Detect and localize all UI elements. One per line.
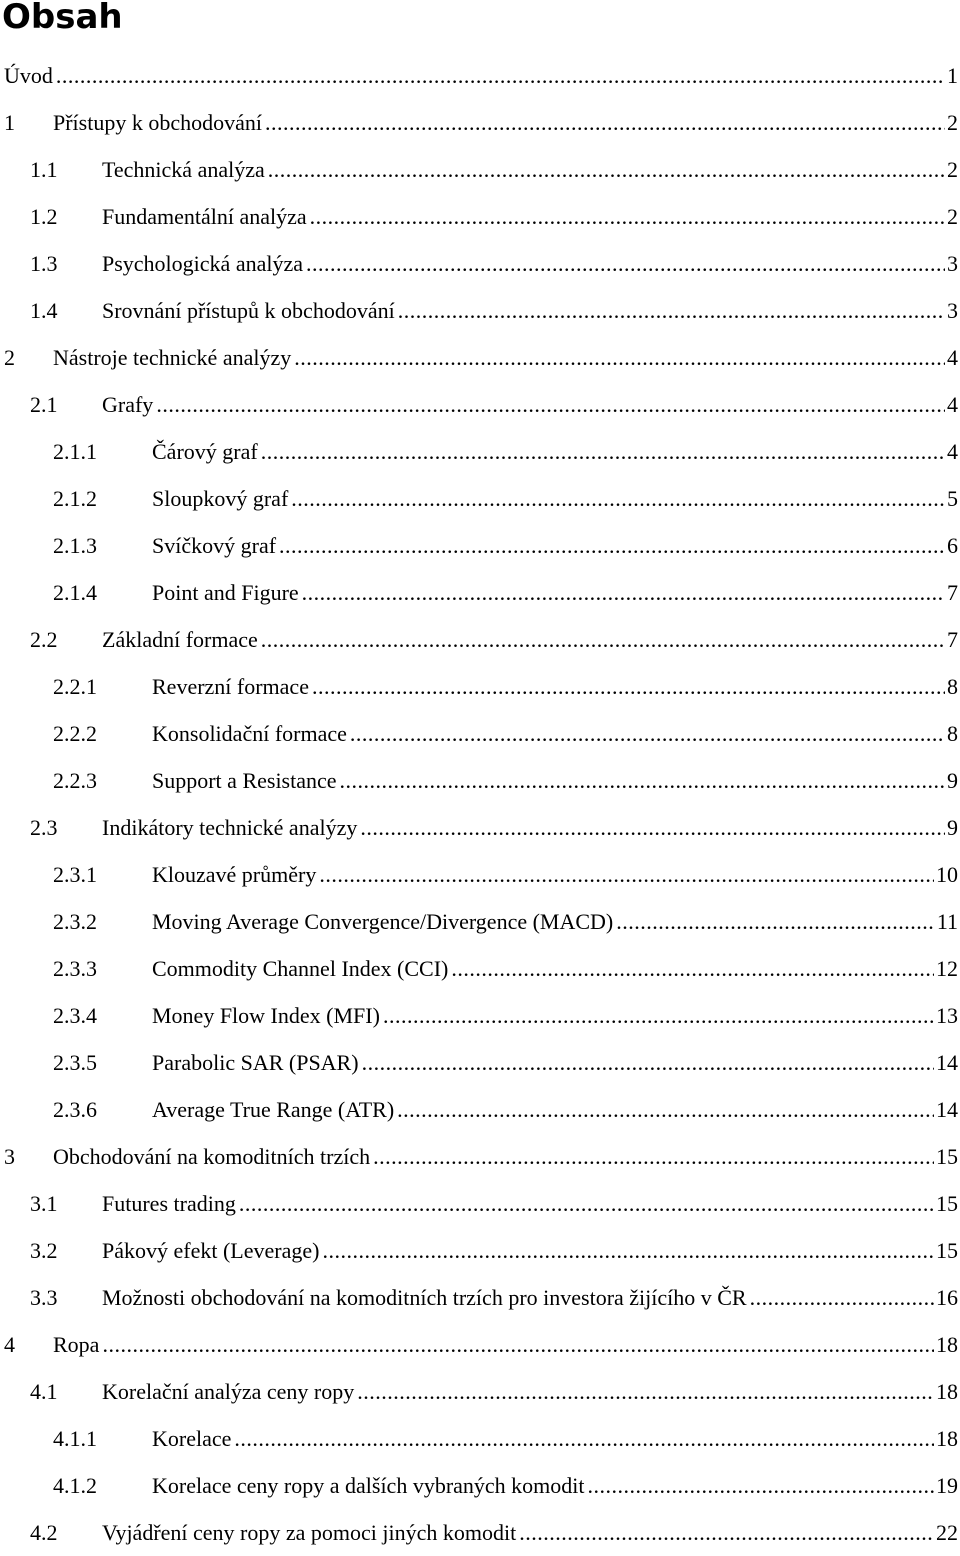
toc-entry-number: 2.3.2 <box>53 909 97 934</box>
toc-entry[interactable] <box>0 898 960 945</box>
toc-dot-leader <box>234 1415 934 1462</box>
toc-entry[interactable] <box>0 146 960 193</box>
toc-entry-number: 4.1.2 <box>53 1473 97 1498</box>
toc-entry-page: 9 <box>947 768 958 793</box>
toc-entry[interactable] <box>0 1227 960 1274</box>
toc-entry-number: 2.2 <box>30 627 58 652</box>
toc-entry[interactable] <box>0 569 960 616</box>
toc-entry-title[interactable]: Svíčkový graf <box>152 533 277 558</box>
toc-entry[interactable] <box>0 1509 960 1556</box>
toc-entry[interactable] <box>0 1462 960 1509</box>
toc-entry-number: 2.3.3 <box>53 956 97 981</box>
toc-dot-leader <box>261 616 945 663</box>
toc-entry-title[interactable]: Korelace ceny ropy a dalších vybraných komodit <box>152 1473 585 1498</box>
toc-dot-leader <box>265 99 945 146</box>
toc-dot-leader <box>279 522 945 569</box>
toc-entry-title[interactable]: Moving Average Convergence/Divergence (MACD) <box>152 909 614 934</box>
toc-entry-page: 19 <box>936 1473 958 1498</box>
toc-entry-number: 2.3.4 <box>53 1003 97 1028</box>
toc-entry-page: 1 <box>947 63 958 88</box>
toc-entry[interactable] <box>0 1321 960 1368</box>
toc-entry-number: 2 <box>4 345 15 370</box>
toc-entry-title[interactable]: Úvod <box>4 63 53 88</box>
toc-entry-number: 2.3.6 <box>53 1097 97 1122</box>
toc-dot-leader <box>519 1509 934 1556</box>
toc-entry-number: 2.3.1 <box>53 862 97 887</box>
table-of-contents <box>0 52 960 1556</box>
toc-entry-title[interactable]: Ropa <box>53 1332 100 1357</box>
toc-entry-number: 4.1 <box>30 1379 58 1404</box>
toc-dot-leader <box>616 898 935 945</box>
toc-entry-title[interactable]: Klouzavé průměry <box>152 862 317 887</box>
toc-entry-page: 15 <box>936 1144 958 1169</box>
toc-entry-page: 10 <box>936 862 958 887</box>
toc-entry-page: 3 <box>947 251 958 276</box>
toc-dot-leader <box>261 428 945 475</box>
toc-entry-page: 9 <box>947 815 958 840</box>
toc-entry-title[interactable]: Indikátory technické analýzy <box>102 815 358 840</box>
toc-dot-leader <box>357 1368 934 1415</box>
toc-entry-title[interactable]: Grafy <box>102 392 154 417</box>
toc-entry-page: 8 <box>947 721 958 746</box>
toc-entry-page: 2 <box>947 157 958 182</box>
toc-entry-number: 4 <box>4 1332 15 1357</box>
toc-entry-number: 1.1 <box>30 157 58 182</box>
toc-dot-leader <box>340 757 945 804</box>
toc-entry-title[interactable]: Korelace <box>152 1426 232 1451</box>
toc-entry-page: 4 <box>947 345 958 370</box>
toc-entry-title[interactable]: Srovnání přístupů k obchodování <box>102 298 395 323</box>
toc-dot-leader <box>294 334 945 381</box>
toc-dot-leader <box>397 1086 934 1133</box>
toc-dot-leader <box>319 851 934 898</box>
toc-entry-number: 2.2.3 <box>53 768 97 793</box>
toc-entry[interactable] <box>0 1274 960 1321</box>
toc-entry-number: 1.2 <box>30 204 58 229</box>
toc-entry-number: 4.1.1 <box>53 1426 97 1451</box>
toc-entry-title[interactable]: Základní formace <box>102 627 258 652</box>
toc-entry[interactable] <box>0 428 960 475</box>
toc-entry-number: 1.4 <box>30 298 58 323</box>
toc-dot-leader <box>362 1039 934 1086</box>
toc-entry-number: 2.3.5 <box>53 1050 97 1075</box>
toc-dot-leader <box>306 240 945 287</box>
toc-dot-leader <box>383 992 934 1039</box>
toc-entry-title[interactable]: Korelační analýza ceny ropy <box>102 1379 355 1404</box>
toc-entry-number: 1.3 <box>30 251 58 276</box>
toc-entry-page: 7 <box>947 627 958 652</box>
toc-entry-page: 22 <box>936 1520 958 1545</box>
toc-entry-page: 3 <box>947 298 958 323</box>
toc-entry-number: 3.1 <box>30 1191 58 1216</box>
toc-entry[interactable] <box>0 381 960 428</box>
toc-entry-title[interactable]: Sloupkový graf <box>152 486 289 511</box>
toc-entry-page: 4 <box>947 392 958 417</box>
toc-entry-number: 3.3 <box>30 1285 58 1310</box>
toc-entry[interactable] <box>0 99 960 146</box>
toc-entry-page: 13 <box>936 1003 958 1028</box>
toc-entry-number: 3.2 <box>30 1238 58 1263</box>
toc-dot-leader <box>373 1133 934 1180</box>
toc-entry[interactable] <box>0 1180 960 1227</box>
toc-entry-number: 1 <box>4 110 15 135</box>
toc-dot-leader <box>322 1227 934 1274</box>
toc-dot-leader <box>239 1180 934 1227</box>
toc-entry[interactable] <box>0 334 960 381</box>
toc-entry-number: 2.1.4 <box>53 580 97 605</box>
toc-entry-title[interactable]: Commodity Channel Index (CCI) <box>152 956 449 981</box>
toc-entry[interactable] <box>0 663 960 710</box>
toc-dot-leader <box>268 146 945 193</box>
toc-dot-leader <box>312 663 945 710</box>
toc-entry[interactable] <box>0 710 960 757</box>
toc-entry[interactable] <box>0 193 960 240</box>
toc-entry[interactable] <box>0 1039 960 1086</box>
toc-entry-page: 18 <box>936 1379 958 1404</box>
toc-entry[interactable] <box>0 757 960 804</box>
toc-entry-number: 4.2 <box>30 1520 58 1545</box>
toc-entry[interactable] <box>0 992 960 1039</box>
toc-entry[interactable] <box>0 1086 960 1133</box>
toc-entry[interactable] <box>0 616 960 663</box>
toc-entry-title[interactable]: Point and Figure <box>152 580 299 605</box>
toc-entry-title[interactable]: Psychologická analýza <box>102 251 303 276</box>
toc-entry-title[interactable]: Vyjádření ceny ropy za pomoci jiných komodit <box>102 1520 517 1545</box>
toc-entry[interactable] <box>0 522 960 569</box>
toc-dot-leader <box>56 52 945 99</box>
toc-dot-leader <box>350 710 945 757</box>
toc-entry-page: 6 <box>947 533 958 558</box>
toc-entry-page: 5 <box>947 486 958 511</box>
toc-entry-title[interactable]: Obchodování na komoditních trzích <box>53 1144 371 1169</box>
toc-entry-page: 7 <box>947 580 958 605</box>
toc-entry-title[interactable]: Money Flow Index (MFI) <box>152 1003 380 1028</box>
toc-entry-page: 12 <box>936 956 958 981</box>
toc-entry-title[interactable]: Čárový graf <box>152 439 258 464</box>
toc-entry-page: 8 <box>947 674 958 699</box>
toc-entry[interactable] <box>0 287 960 334</box>
toc-entry[interactable] <box>0 240 960 287</box>
toc-dot-leader <box>360 804 945 851</box>
toc-entry-title[interactable]: Konsolidační formace <box>152 721 347 746</box>
toc-entry-number: 2.1.2 <box>53 486 97 511</box>
toc-entry-number: 3 <box>4 1144 15 1169</box>
toc-dot-leader <box>291 475 945 522</box>
toc-entry-title[interactable]: Average True Range (ATR) <box>152 1097 395 1122</box>
toc-entry-title[interactable]: Reverzní formace <box>152 674 309 699</box>
toc-entry-page: 15 <box>936 1238 958 1263</box>
toc-dot-leader <box>750 1274 934 1321</box>
toc-entry[interactable] <box>0 1415 960 1462</box>
toc-entry[interactable] <box>0 804 960 851</box>
toc-entry[interactable] <box>0 851 960 898</box>
toc-entry-number: 2.2.2 <box>53 721 97 746</box>
toc-entry-page: 14 <box>936 1050 958 1075</box>
toc-entry-number: 2.1.1 <box>53 439 97 464</box>
toc-entry-title[interactable]: Nástroje technické analýzy <box>53 345 292 370</box>
toc-entry-page: 18 <box>936 1332 958 1357</box>
toc-entry-page: 2 <box>947 110 958 135</box>
toc-entry-page: 2 <box>947 204 958 229</box>
toc-entry-page: 16 <box>936 1285 958 1310</box>
toc-dot-leader <box>451 945 934 992</box>
toc-entry-title[interactable]: Parabolic SAR (PSAR) <box>152 1050 359 1075</box>
toc-entry-page: 18 <box>936 1426 958 1451</box>
toc-dot-leader <box>398 287 945 334</box>
page-title: Obsah <box>2 0 123 37</box>
toc-entry-page: 4 <box>947 439 958 464</box>
toc-entry[interactable] <box>0 1368 960 1415</box>
toc-entry-page: 14 <box>936 1097 958 1122</box>
toc-entry-page: 15 <box>936 1191 958 1216</box>
toc-entry-number: 2.2.1 <box>53 674 97 699</box>
toc-entry-page: 11 <box>936 909 958 934</box>
toc-entry-title[interactable]: Přístupy k obchodování <box>53 110 262 135</box>
toc-entry-title[interactable]: Možnosti obchodování na komoditních trzích pro investora žijícího v ČR <box>102 1285 747 1310</box>
toc-entry[interactable] <box>0 52 960 99</box>
toc-dot-leader <box>310 193 945 240</box>
toc-entry-title[interactable]: Pákový efekt (Leverage) <box>102 1238 320 1263</box>
toc-dot-leader <box>102 1321 934 1368</box>
toc-entry-number: 2.3 <box>30 815 58 840</box>
toc-dot-leader <box>302 569 945 616</box>
toc-entry[interactable] <box>0 1133 960 1180</box>
toc-dot-leader <box>588 1462 934 1509</box>
toc-entry-number: 2.1 <box>30 392 58 417</box>
toc-entry-title[interactable]: Fundamentální analýza <box>102 204 307 229</box>
toc-entry-title[interactable]: Futures trading <box>102 1191 236 1216</box>
toc-entry[interactable] <box>0 475 960 522</box>
toc-entry-title[interactable]: Technická analýza <box>102 157 265 182</box>
toc-entry-number: 2.1.3 <box>53 533 97 558</box>
toc-entry-title[interactable]: Support a Resistance <box>152 768 337 793</box>
toc-dot-leader <box>156 381 945 428</box>
toc-entry[interactable] <box>0 945 960 992</box>
